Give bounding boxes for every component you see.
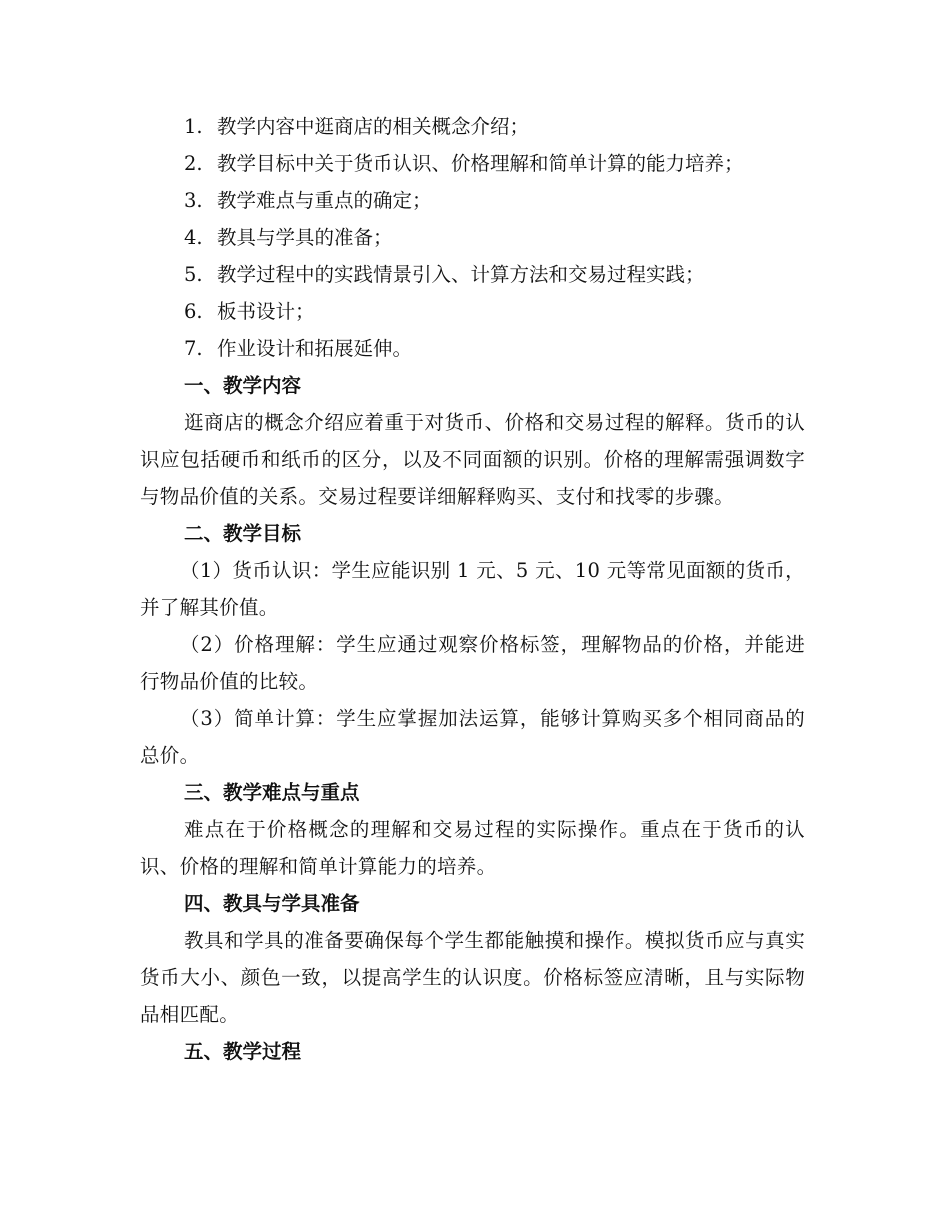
list-item [140, 108, 805, 145]
list-item-text: 教学过程中的实践情景引入、计算方法和交易过程实践； [217, 263, 705, 286]
section-paragraph: 难点在于价格概念的理解和交易过程的实际操作。重点在于货币的认识、价格的理解和简单计算能力的培养。 [140, 818, 805, 878]
section-heading: 五、教学过程 [184, 1040, 302, 1063]
outline-list [140, 108, 805, 367]
list-item-number: 5. [184, 263, 203, 286]
list-item-number: 2. [184, 152, 203, 175]
list-item-text: 作业设计和拓展延伸。 [217, 337, 413, 360]
list-item-number: 1. [184, 115, 203, 138]
section-heading: 二、教学目标 [184, 522, 302, 545]
list-item [140, 256, 805, 293]
section-materials [140, 885, 805, 1033]
list-item [140, 219, 805, 256]
list-item-text: 教学目标中关于货币认识、价格理解和简单计算的能力培养； [217, 152, 744, 175]
section-teaching-goals [140, 515, 805, 774]
list-item-text: 教具与学具的准备； [217, 226, 393, 249]
list-item [140, 182, 805, 219]
list-item-number: 4. [184, 226, 203, 249]
list-item [140, 293, 805, 330]
section-teaching-process [140, 1033, 805, 1070]
list-item-number: 3. [184, 189, 203, 212]
goal-item: （2）价格理解：学生应通过观察价格标签，理解物品的价格，并能进行物品价值的比较。 [140, 633, 805, 693]
list-item-number: 7. [184, 337, 203, 360]
section-heading: 一、教学内容 [184, 374, 302, 397]
list-item-text: 教学内容中逛商店的相关概念介绍； [217, 115, 530, 138]
section-heading: 三、教学难点与重点 [184, 781, 360, 804]
document-page [140, 108, 805, 1070]
list-item-text: 教学难点与重点的确定； [217, 189, 432, 212]
list-item-text: 板书设计； [217, 300, 315, 323]
list-item-number: 6. [184, 300, 203, 323]
goal-item: （3）简单计算：学生应掌握加法运算，能够计算购买多个相同商品的总价。 [140, 707, 805, 767]
section-paragraph: 逛商店的概念介绍应着重于对货币、价格和交易过程的解释。货币的认识应包括硬币和纸币的区分，以及不同面额的识别。价格的理解需强调数字与物品价值的关系。交易过程要详细解释购买、支付和找零的步骤。 [140, 411, 805, 508]
list-item [140, 145, 805, 182]
list-item [140, 330, 805, 367]
section-paragraph: 教具和学具的准备要确保每个学生都能触摸和操作。模拟货币应与真实货币大小、颜色一致，以提高学生的认识度。价格标签应清晰，且与实际物品相匹配。 [140, 929, 805, 1026]
section-heading: 四、教具与学具准备 [184, 892, 360, 915]
goal-item: （1）货币认识：学生应能识别 1 元、5 元、10 元等常见面额的货币，并了解其价值。 [140, 559, 805, 619]
section-difficulties [140, 774, 805, 885]
section-teaching-content [140, 367, 805, 515]
